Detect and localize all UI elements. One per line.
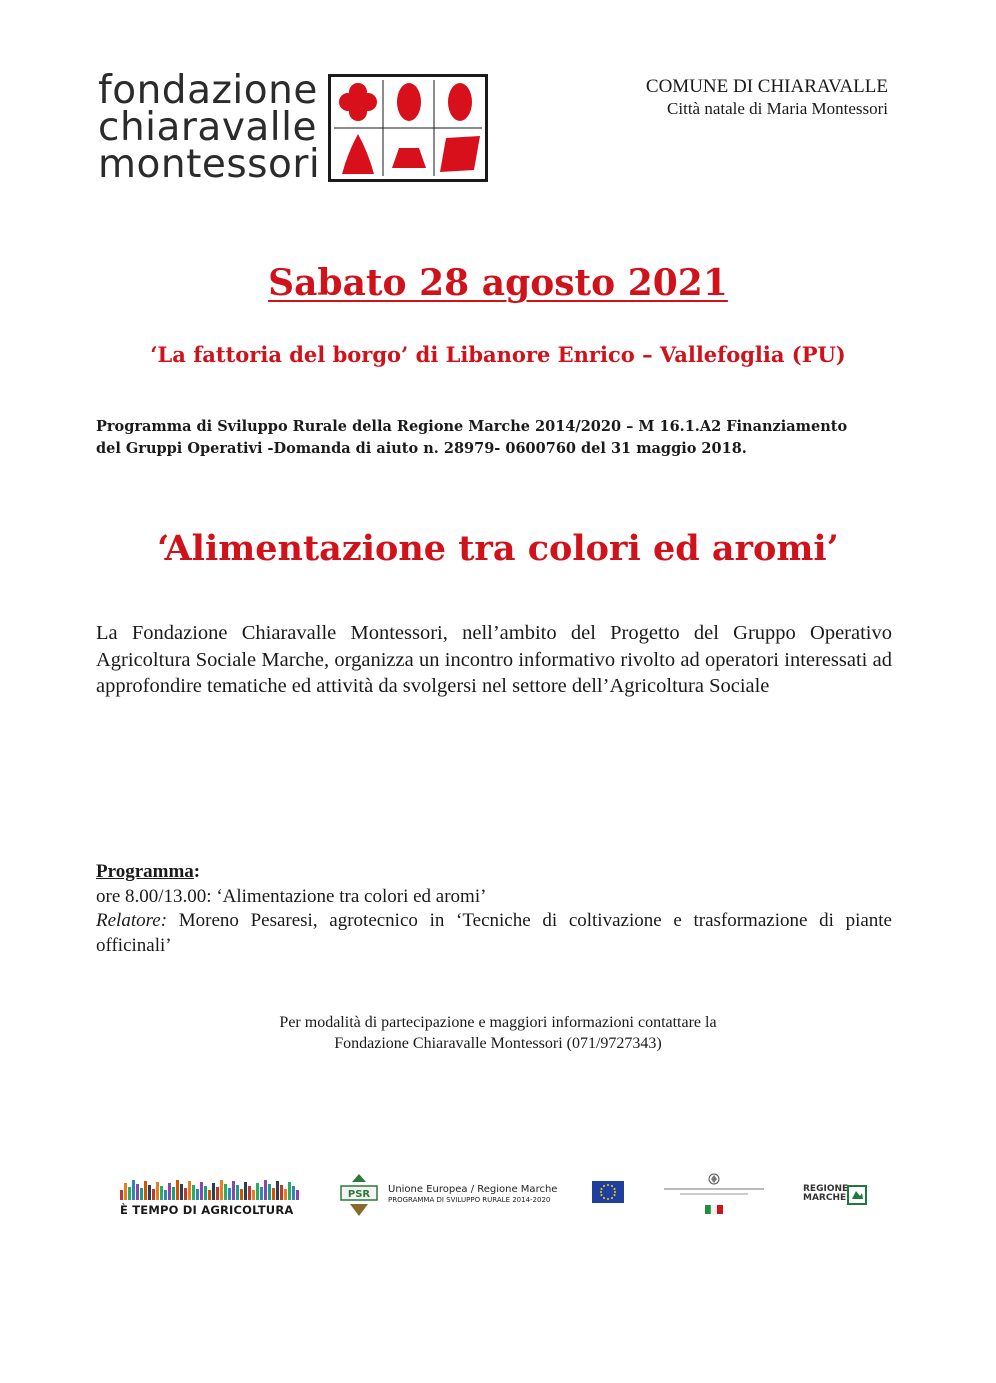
crowd-figure bbox=[272, 1188, 275, 1200]
ue-line-2: PROGRAMMA DI SVILUPPO RURALE 2014-2020 bbox=[388, 1196, 551, 1204]
montessori-shapes-logo bbox=[328, 74, 488, 182]
crowd-figure bbox=[208, 1190, 211, 1200]
crowd-figure bbox=[168, 1183, 171, 1200]
comune-subtitle: Città natale di Maria Montessori bbox=[667, 99, 888, 118]
crowd-figure bbox=[120, 1190, 123, 1200]
crowd-figure bbox=[296, 1190, 299, 1200]
crowd-figure bbox=[232, 1181, 235, 1200]
crowd-figure bbox=[188, 1181, 191, 1200]
crowd-figure bbox=[172, 1187, 175, 1200]
crowd-figure bbox=[132, 1180, 135, 1200]
crowd-figure bbox=[252, 1190, 255, 1200]
ue-line-1: Unione Europea / Regione Marche bbox=[388, 1184, 558, 1195]
crowd-figure bbox=[192, 1185, 195, 1200]
crowd-figure bbox=[240, 1189, 243, 1200]
crowd-figure bbox=[224, 1184, 227, 1200]
crowd-figure bbox=[148, 1185, 151, 1200]
psr-eu-logo bbox=[336, 1172, 566, 1218]
crowd-figure bbox=[204, 1186, 207, 1200]
crowd-figure bbox=[288, 1182, 291, 1200]
relatore-line bbox=[96, 909, 892, 958]
logo-line-3: montessori bbox=[98, 142, 321, 187]
crowd-figure bbox=[164, 1190, 167, 1200]
crowd-figure bbox=[180, 1184, 183, 1200]
crowd-figure bbox=[156, 1182, 159, 1200]
crowd-figure bbox=[280, 1185, 283, 1200]
crowd-figure bbox=[248, 1186, 251, 1200]
crowd-figure bbox=[236, 1185, 239, 1200]
crowd-figure bbox=[196, 1189, 199, 1200]
crowd-figure bbox=[284, 1189, 287, 1200]
crowd-figure bbox=[292, 1186, 295, 1200]
crowd-figure bbox=[124, 1183, 127, 1200]
crowd-figure bbox=[144, 1181, 147, 1200]
regione-emblem-icon bbox=[847, 1185, 867, 1205]
crowd-figure bbox=[268, 1184, 271, 1200]
programma-section bbox=[96, 860, 892, 958]
psr-line-1: Programma di Sviluppo Rurale della Regione Marche 2014/2020 – M 16.1.A2 Finanziamento bbox=[96, 418, 848, 435]
foundation-logo-text bbox=[98, 68, 321, 187]
comune-title: COMUNE DI CHIARAVALLE bbox=[645, 76, 888, 97]
crowd-figure bbox=[140, 1188, 143, 1200]
psr-badge-icon bbox=[336, 1172, 382, 1218]
crowd-figure bbox=[128, 1187, 131, 1200]
psr-line-2: del Gruppi Operativi -Domanda di aiuto n. 28979- 0600760 del 31 maggio 2018. bbox=[96, 440, 747, 457]
event-title: ‘Alimentazione tra colori ed aromi’ bbox=[157, 528, 839, 569]
regione-line-2: MARCHE bbox=[803, 1193, 847, 1203]
programma-heading: Programma bbox=[96, 861, 194, 882]
event-date: Sabato 28 agosto 2021 bbox=[268, 262, 728, 304]
crowd-figure bbox=[220, 1180, 223, 1200]
crowd-figure bbox=[212, 1183, 215, 1200]
comune-header bbox=[646, 76, 888, 120]
contact-line-1: Per modalità di partecipazione e maggiori informazioni contattare la bbox=[279, 1014, 717, 1031]
crowd-figure bbox=[176, 1180, 179, 1200]
regione-marche-logo bbox=[803, 1185, 867, 1209]
crowd-figure bbox=[152, 1189, 155, 1200]
crowd-figure bbox=[228, 1188, 231, 1200]
contact-line-2: Fondazione Chiaravalle Montessori (071/9727343) bbox=[334, 1035, 662, 1052]
crowd-figure bbox=[260, 1187, 263, 1200]
crowd-figure bbox=[216, 1187, 219, 1200]
crowd-graphic-icon bbox=[120, 1180, 302, 1200]
tempo-agricoltura-label: È TEMPO DI AGRICOLTURA bbox=[120, 1203, 294, 1217]
crowd-figure bbox=[244, 1182, 247, 1200]
relatore-text: Moreno Pesaresi, agrotecnico in ‘Tecniche di coltivazione e trasformazione di piante officinali’ bbox=[96, 910, 892, 956]
crowd-figure bbox=[256, 1183, 259, 1200]
programma-colon: : bbox=[193, 861, 201, 882]
contact-info bbox=[0, 1012, 996, 1054]
psr-reference bbox=[96, 416, 896, 460]
relatore-label: Relatore: bbox=[96, 910, 168, 931]
eu-flag-icon bbox=[592, 1181, 624, 1203]
crowd-figure bbox=[160, 1186, 163, 1200]
event-venue: ‘La fattoria del borgo’ di Libanore Enrico – Vallefoglia (PU) bbox=[150, 342, 846, 367]
crowd-figure bbox=[264, 1180, 267, 1200]
logo-line-2: chiaravalle bbox=[98, 105, 317, 150]
regione-line-1: REGIONE bbox=[803, 1184, 849, 1194]
crowd-figure bbox=[184, 1188, 187, 1200]
psr-badge-text: PSR bbox=[347, 1189, 371, 1200]
tempo-agricoltura-logo bbox=[120, 1180, 302, 1217]
crowd-figure bbox=[136, 1184, 139, 1200]
programma-item: ore 8.00/13.00: ‘Alimentazione tra colori ed aromi’ bbox=[96, 885, 487, 907]
logo-line-1: fondazione bbox=[98, 68, 318, 113]
intro-paragraph: La Fondazione Chiaravalle Montessori, nell’ambito del Progetto del Gruppo Operativo Agricoltura Sociale Marche, organizza un incontro informativo rivolto ad operatori interessati ad approfondire tematiche ed attività da svolgersi nel settore dell’Agricoltura Sociale bbox=[96, 622, 892, 697]
crowd-figure bbox=[276, 1181, 279, 1200]
ministero-emblem-icon bbox=[660, 1172, 768, 1218]
crowd-figure bbox=[200, 1182, 203, 1200]
